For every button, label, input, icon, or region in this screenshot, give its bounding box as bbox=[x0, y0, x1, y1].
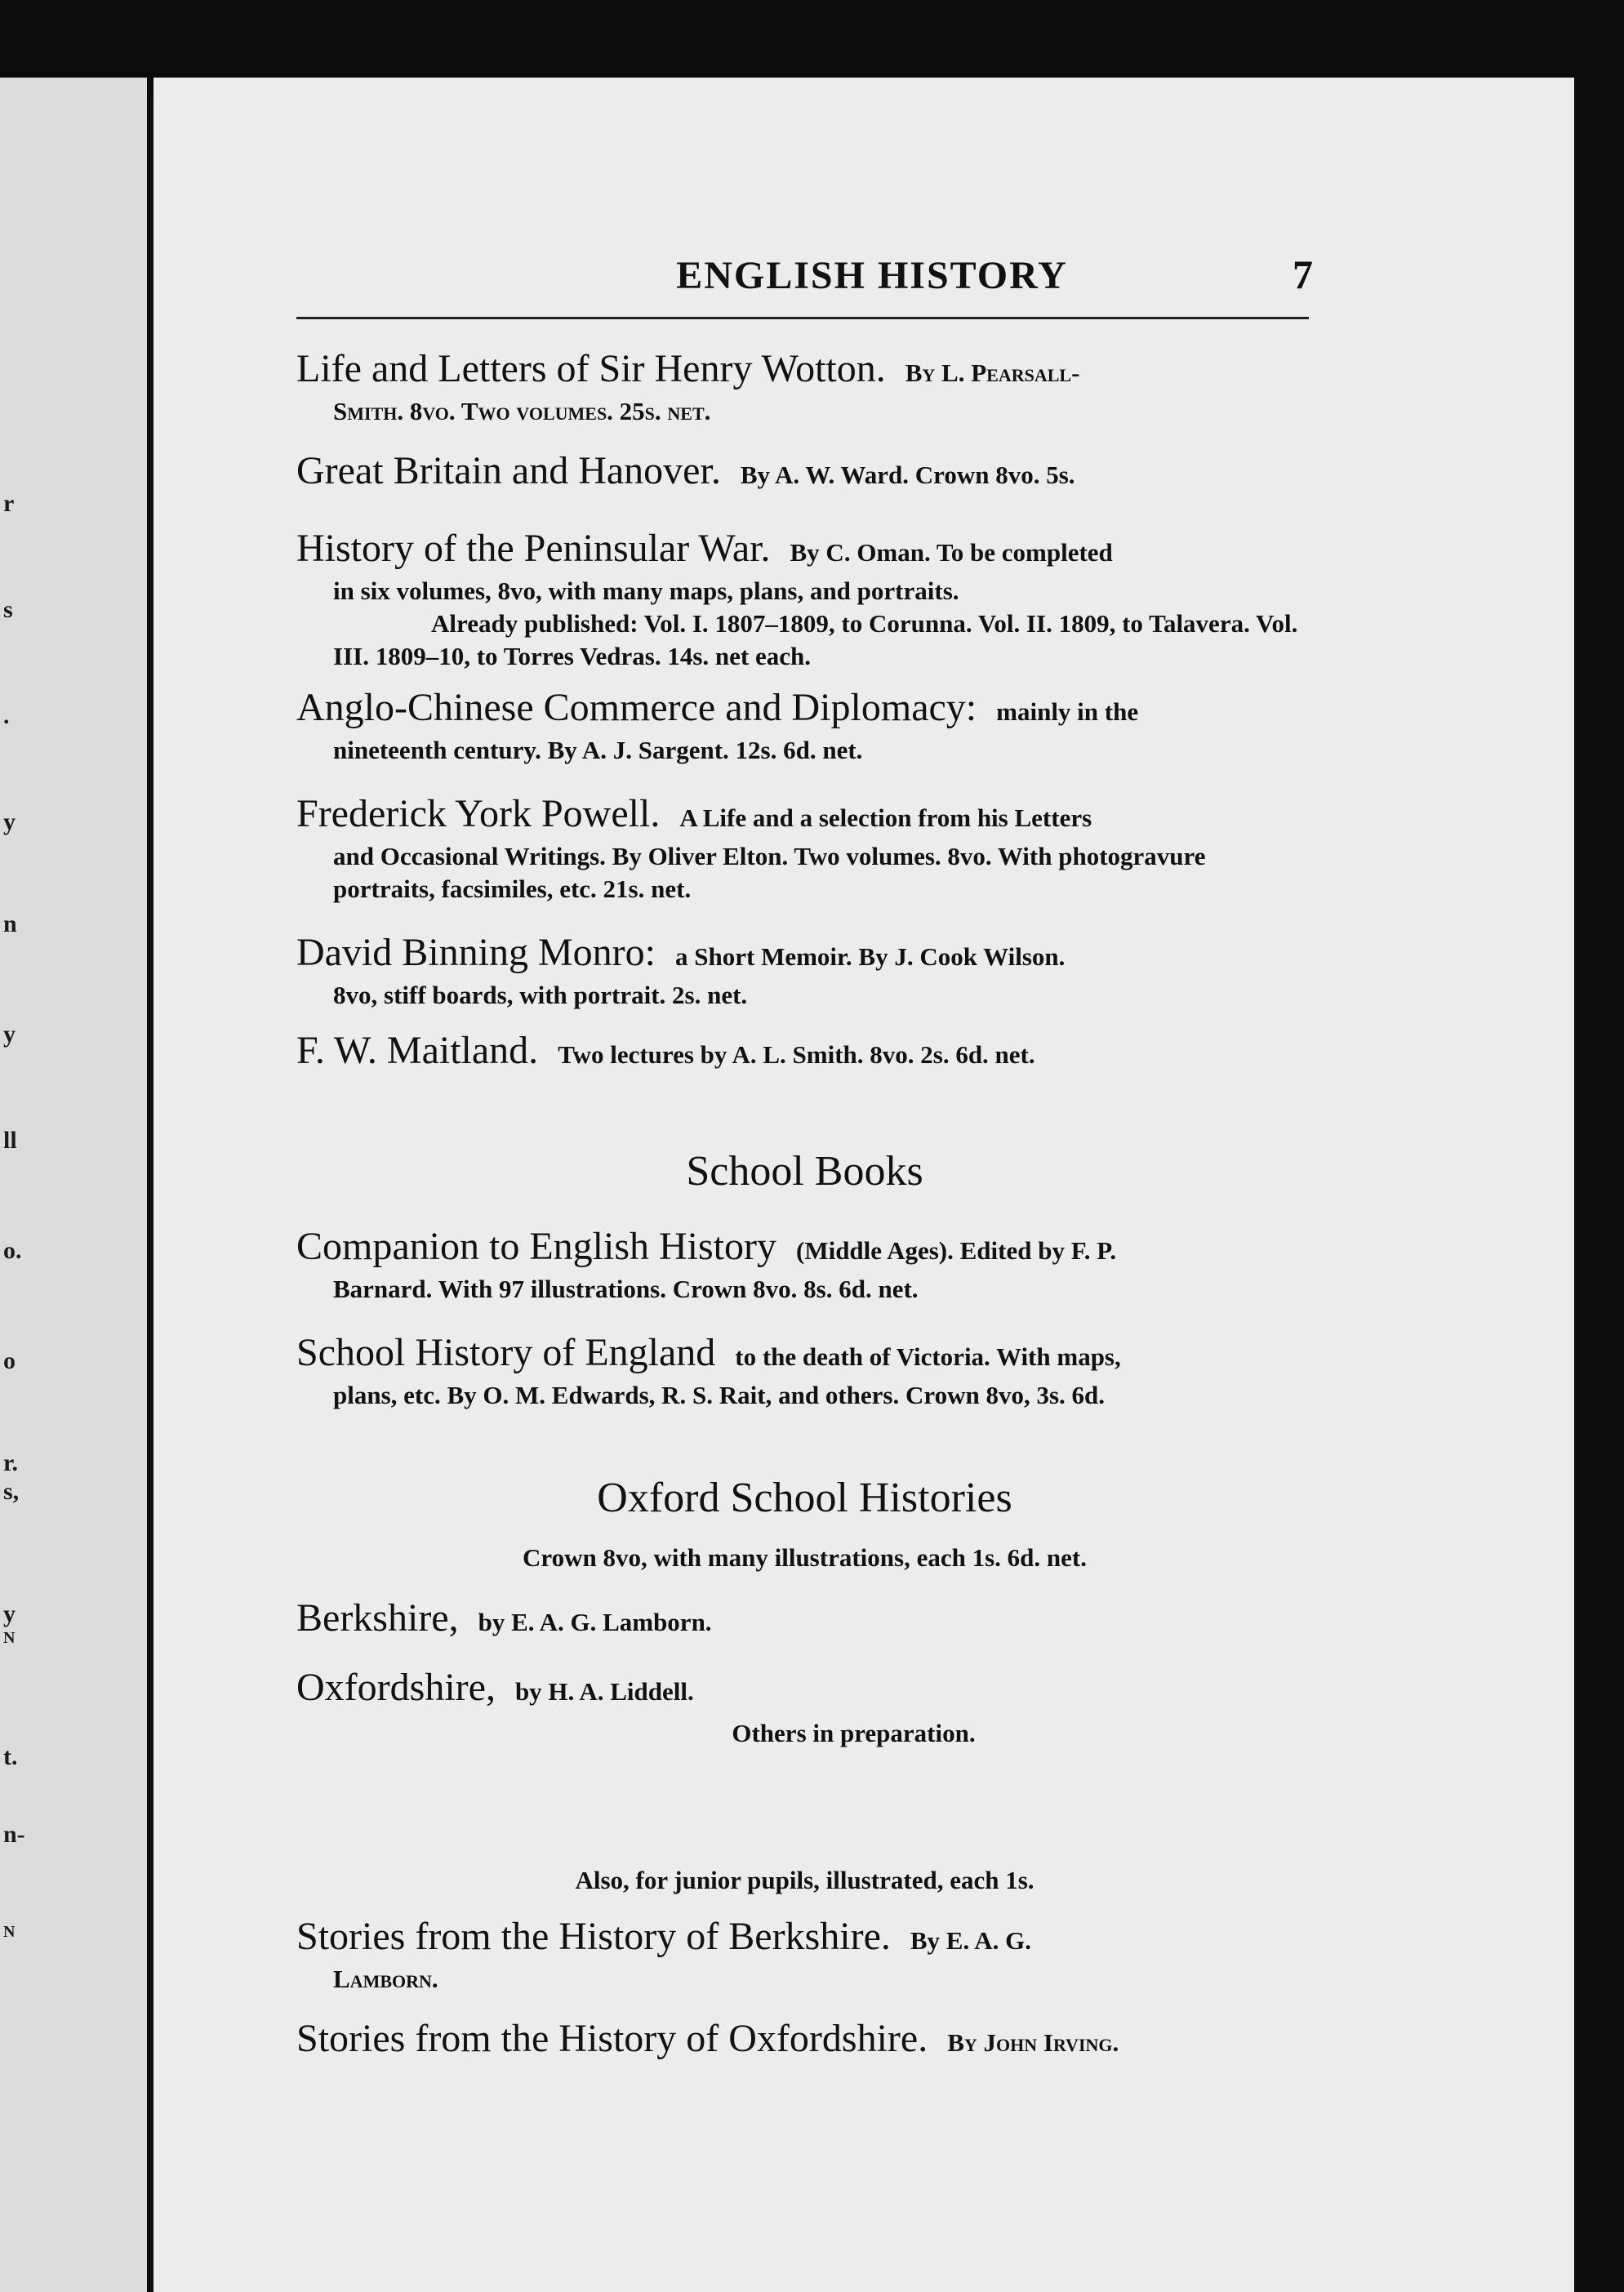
section-heading-school-books: School Books bbox=[686, 1148, 923, 1195]
entry-detail: a Short Memoir. By J. Cook Wilson. bbox=[675, 942, 1066, 971]
left-fragment: N bbox=[3, 1923, 16, 1941]
entry-description: and Occasional Writings. By Oliver Elton. Two volumes. 8vo. With photogravure portraits, facsimiles, etc. 21s. net. bbox=[333, 842, 1206, 903]
book-entry bbox=[296, 2017, 1313, 2065]
entry-description: Barnard. With 97 illustrations. Crown 8vo. 8s. 6d. net. bbox=[333, 1275, 919, 1303]
left-fragment: t. bbox=[3, 1743, 18, 1770]
book-entry bbox=[296, 1915, 1313, 1996]
entry-description: nineteenth century. By A. J. Sargent. 12s. 6d. net. bbox=[333, 736, 863, 764]
entry-title: David Binning Monro: bbox=[296, 931, 656, 974]
entry-detail: Two lectures by A. L. Smith. 8vo. 2s. 6d. net. bbox=[558, 1040, 1035, 1069]
book-entry bbox=[296, 1596, 1313, 1644]
book-entry bbox=[296, 1029, 1313, 1077]
entry-detail: to the death of Victoria. With maps, bbox=[735, 1342, 1121, 1371]
entry-detail: By John Irving. bbox=[947, 2028, 1119, 2057]
left-fragment: o. bbox=[3, 1237, 22, 1264]
entry-description: plans, etc. By O. M. Edwards, R. S. Rait, and others. Crown 8vo, 3s. 6d. bbox=[333, 1381, 1106, 1409]
left-fragment: r. bbox=[3, 1449, 19, 1476]
others-note: Others in preparation. bbox=[732, 1719, 976, 1747]
entry-title: Stories from the History of Oxfordshire. bbox=[296, 2017, 928, 2060]
book-entry bbox=[296, 931, 1313, 1012]
left-fragment: y bbox=[3, 808, 16, 835]
book-entry bbox=[296, 1225, 1313, 1306]
left-fragment: y bbox=[3, 1600, 16, 1627]
entry-description: in six volumes, 8vo, with many maps, plans, and portraits. bbox=[333, 576, 959, 605]
entry-description: Smith. 8vo. Two volumes. 25s. net. bbox=[333, 397, 711, 425]
entry-detail: By L. Pearsall- bbox=[905, 358, 1080, 387]
junior-note: Also, for junior pupils, illustrated, each 1s. bbox=[575, 1866, 1034, 1894]
left-page-edge bbox=[0, 78, 147, 2292]
entry-description: Lamborn. bbox=[333, 1965, 438, 1993]
entry-title: History of the Peninsular War. bbox=[296, 527, 771, 570]
running-header: ENGLISH HISTORY bbox=[676, 254, 1068, 297]
entry-title: Frederick York Powell. bbox=[296, 792, 661, 835]
entry-title: Companion to English History bbox=[296, 1225, 776, 1268]
page-content bbox=[154, 78, 1574, 2292]
left-fragment: o bbox=[3, 1347, 16, 1374]
entry-title: School History of England bbox=[296, 1331, 716, 1374]
entry-detail: A Life and a selection from his Letters bbox=[679, 803, 1092, 832]
left-fragment: s bbox=[3, 596, 13, 623]
header-rule bbox=[296, 317, 1309, 319]
entry-detail: By A. W. Ward. Crown 8vo. 5s. bbox=[740, 461, 1075, 489]
left-fragment: N bbox=[3, 1629, 16, 1647]
left-fragment: s, bbox=[3, 1478, 20, 1505]
entry-detail: By E. A. G. bbox=[910, 1926, 1032, 1955]
page-number: 7 bbox=[1293, 251, 1313, 297]
entry-detail: (Middle Ages). Edited by F. P. bbox=[796, 1236, 1117, 1265]
entry-description: 8vo, stiff boards, with portrait. 2s. net. bbox=[333, 981, 748, 1009]
series-note: Crown 8vo, with many illustrations, each 1s. 6d. net. bbox=[523, 1543, 1087, 1572]
entry-detail: By C. Oman. To be completed bbox=[790, 538, 1113, 567]
entry-title: Life and Letters of Sir Henry Wotton. bbox=[296, 347, 886, 390]
entry-detail: by H. A. Liddell. bbox=[514, 1677, 694, 1706]
entry-title: Oxfordshire, bbox=[296, 1666, 496, 1709]
book-entry bbox=[296, 792, 1313, 906]
section-heading-oxford: Oxford School Histories bbox=[597, 1475, 1012, 1521]
entry-subnote: Already published: Vol. I. 1807–1809, to Corunna. Vol. II. 1809, to Talavera. Vol. III. 1809–10, to Torres Vedras. 14s. net each. bbox=[333, 609, 1298, 670]
book-entry bbox=[296, 527, 1313, 673]
book-entry bbox=[296, 686, 1313, 767]
entry-detail: mainly in the bbox=[996, 697, 1139, 726]
entry-title: Berkshire, bbox=[296, 1596, 459, 1640]
left-fragment: n bbox=[3, 910, 17, 937]
left-fragment: y bbox=[3, 1021, 16, 1048]
book-page bbox=[154, 78, 1574, 2292]
book-entry bbox=[296, 449, 1313, 497]
entry-title: Anglo-Chinese Commerce and Diplomacy: bbox=[296, 686, 977, 729]
book-entry bbox=[296, 347, 1313, 428]
left-fragment: . bbox=[3, 702, 10, 729]
entry-detail: by E. A. G. Lamborn. bbox=[478, 1608, 712, 1636]
entry-title: Stories from the History of Berkshire. bbox=[296, 1915, 891, 1958]
entry-title: Great Britain and Hanover. bbox=[296, 449, 721, 492]
entry-title: F. W. Maitland. bbox=[296, 1029, 539, 1072]
left-fragment: r bbox=[3, 490, 15, 517]
book-entry bbox=[296, 1331, 1313, 1412]
left-fragment: ll bbox=[3, 1127, 17, 1154]
book-entry bbox=[296, 1666, 1313, 1714]
left-fragment: n- bbox=[3, 1821, 25, 1848]
